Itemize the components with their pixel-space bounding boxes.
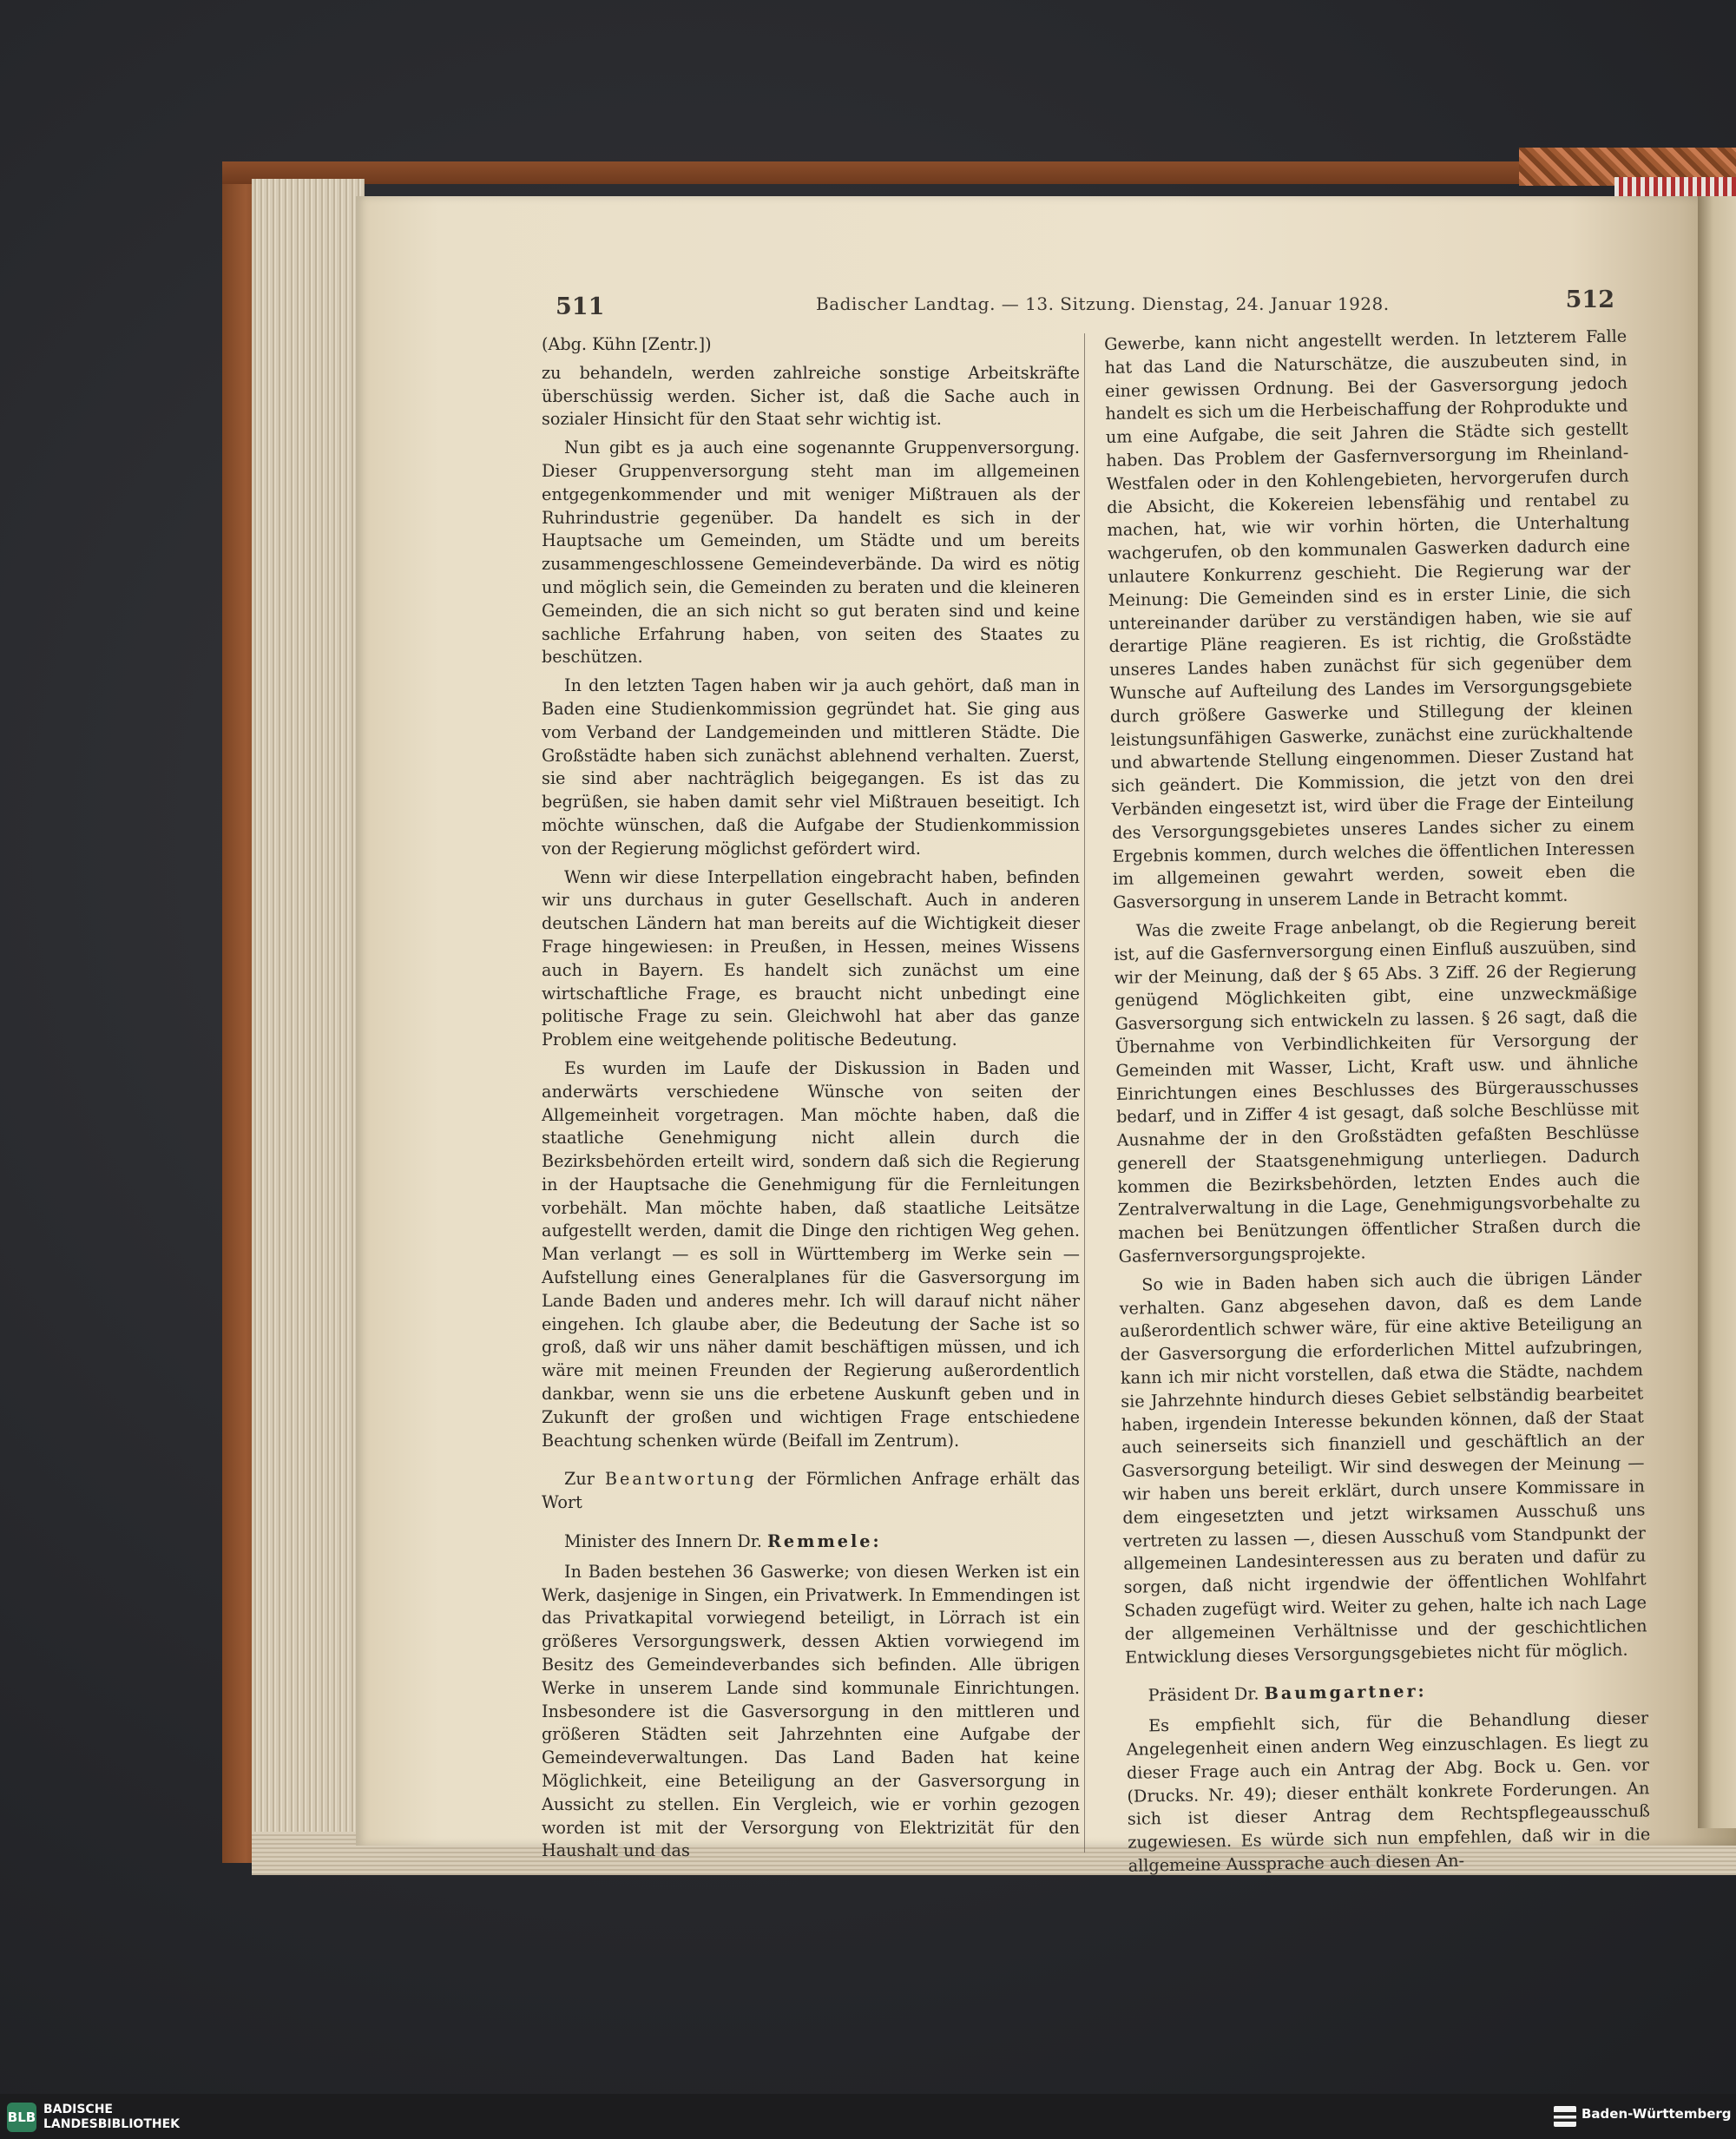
answer-intro-spaced: Beantwortung — [604, 1469, 757, 1490]
minister-speaker — [542, 1530, 1080, 1554]
left-page-number: 511 — [556, 293, 605, 320]
page-edges-left — [252, 179, 365, 1872]
baden-wuerttemberg-crest-icon — [1554, 2106, 1576, 2127]
speaker-note: (Abg. Kühn [Zentr.]) — [542, 334, 712, 354]
paragraph: So wie in Baden haben sich auch die übrigen Länder verhalten. Ganz abgesehen davon, daß es dem Lande außerordentlich schwer wäre, für eine aktive Beteiligung an der Gasversorgung die erforderlichen Mittel aufzubringen, kann ich mir nicht vorstellen, daß etwa die Städte, nachdem sie Jahrzehnte hindurch dieses Gebiet selbständig bearbeitet haben, irgendein Interesse bekunden können, daß der Staat auch seinerseits sich finanziell und geschäftlich an der Gasversorgung beteiligt. Wir sind deswegen der Meinung — wir haben uns bereit erklärt, durch unsere Kommissare in dem eingesetzten und jetzt wirksamen Ausschuß uns vertreten zu lassen —, diesen Ausschuß vom Standpunkt der allgemeinen Landesinteressen aus zu beraten und dafür zu sorgen, daß nicht irgendwie der öffentlichen Wohlfahrt Schaden zugefügt wird. Weiter zu gehen, halte ich nach Lage der allgemeinen Verhältnisse und der geschichtlichen Entwicklung dieses Versorgungsgebietes nicht für möglich. — [1119, 1267, 1647, 1668]
library-name: BADISCHE LANDESBIBLIOTHEK — [43, 2103, 181, 2131]
answer-intro — [542, 1468, 1080, 1515]
paragraph: In Baden bestehen 36 Gaswerke; von diesen Werken ist ein Werk, dasjenige in Singen, ein Privatwerk. In Emmendingen ist das Privatkapital vorwiegend beteiligt, in Lörrach ist ein größeres Versorgungswerk, dessen Aktien vorwiegend im Besitz des Gemeindeverbandes sich befinden. Alle übrigen Werke in unserem Lande sind kommunale Einrichtungen. Insbesondere ist die Gasversorgung in den mittleren und größeren Städten seit Jahrzehnten eine Aufgabe der Gemeindeverwaltungen. Das Land Baden hat keine Möglichkeit, eine Beteiligung an der Gasversorgung in Aussicht zu stellen. Ein Vergleich, wie er vorhin gezogen worden ist mit der Versorgung von Elektrizität für den Haushalt und das — [542, 1561, 1080, 1861]
paragraph: Es wurden im Laufe der Diskussion in Baden und anderwärts verschiedene Wünsche von seiten der Allgemeinheit vorgetragen. Man möchte haben, daß die staatliche Genehmigung nicht allein durch die Bezirksbehörden erteilt wird, sondern daß sich die Regierung in der Hauptsache die Genehmigung für die Fernleitungen vorbehält. Man möchte haben, daß staatliche Leitsätze aufgestellt werden, damit die Dinge den richtigen Weg gehen. Man verlangt — es soll in Württemberg im Werke sein — Aufstellung eines Generalplanes für die Gasversorgung im Lande Baden und anderes mehr. Ich will darauf nicht näher eingehen. Ich glaube aber, die Bedeutung der Sache ist so groß, daß wir uns näher damit beschäftigen müssen, und ich wäre mit meinen Freunden der Regierung außerordentlich dankbar, wenn sie uns die erbetene Auskunft geben und in Zukunft der großen und wichtigen Frage entschiedene Beachtung schenken würde (Beifall im Zentrum). — [542, 1057, 1080, 1451]
paragraph: Nun gibt es ja auch eine sogenannte Gruppenversorgung. Dieser Gruppenversorgung steht man im allgemeinen entgegenkommender und mit weniger Mißtrauen als der Ruhrindustrie gegenüber. Da handelt es sich in der Hauptsache um Gemeinden, um Städte und um bereits zusammengeschlossene Gemeindeverbände. Da wird es nötig und möglich sein, die Gemeinden zu beraten und die kleineren Gemeinden, die an sich nicht so gut beraten sind und keine sachliche Erfahrung haben, von seiten des Staates zu beschützen. — [542, 438, 1080, 668]
paragraph: zu behandeln, werden zahlreiche sonstige Arbeitskräfte überschüssig werden. Sicher ist, daß die Sache auch in sozialer Hinsicht für den Staat sehr wichtig ist. — [542, 362, 1080, 430]
president-speaker — [1125, 1677, 1647, 1708]
blb-logo: BLB — [7, 2103, 36, 2132]
paragraph: Was die zweite Frage anbelangt, ob die Regierung bereit ist, auf die Gasfernversorgung einen Einfluß auszuüben, sind wir der Meinung, daß der § 65 Abs. 3 Ziff. 26 der Regierung genügend Möglichkeiten gibt, eine unzweckmäßige Gasversorgung sich entwickeln zu lassen. § 26 sagt, daß die Übernahme von Verbindlichkeiten für Versorgung der Gemeinden mit Wasser, Licht, Kraft usw. und ähnliche Einrichtungen eines Beschlusses des Bürgerausschusses bedarf, und in Ziffer 4 ist gesagt, daß solche Beschlüsse mit Ausnahme der in den Großstädten gefaßten Beschlüsse generell der Staatsgenehmigung unterliegen. Dadurch kommen die Bezirksbehörden, letzten Endes auch die Zentralverwaltung in die Lage, Genehmigungsvorbehalte zu machen bei Benützungen öffentlicher Straßen durch die Gasfernversorgungsprojekte. — [1114, 912, 1641, 1267]
paragraph: Es empfiehlt sich, für die Behandlung dieser Angelegenheit einen andern Weg einzuschlagen. Es liegt zu dieser Frage auch ein Antrag der Abg. Bock u. Gen. vor (Drucks. Nr. 49); dieser enthält konkrete Forderungen. An sich ist dieser Antrag dem Rechtspflegeausschuß zugewiesen. Es würde sich nun empfehlen, daß wir in die allgemeine Aussprache auch diesen An- — [1126, 1708, 1651, 1876]
running-head-title: Badischer Landtag. — 13. Sitzung. Dienstag, 24. Januar 1928. — [816, 293, 1390, 314]
answer-intro-rest: der Förmlichen Anfrage erhält das Wort — [542, 1469, 1080, 1513]
book-cover-top — [222, 161, 1736, 184]
answer-intro-lead: Zur — [564, 1469, 595, 1490]
paragraph: Wenn wir diese Interpellation eingebracht haben, befinden wir uns durchaus in guter Gesellschaft. Auch in anderen deutschen Ländern hat man bereits auf die Wichtigkeit dieser Frage hingewiesen: in Preußen, in Hessen, meines Wissens auch in Bayern. Es handelt sich zunächst um eine wirtschaftliche Frage, es braucht nicht unbedingt eine politische Frage zu sein. Gleichwohl hat aber das ganze Problem eine weitgehende politische Bedeutung. — [542, 866, 1080, 1050]
library-footer — [0, 2094, 1736, 2139]
running-head — [556, 286, 1614, 325]
paragraph: In den letzten Tagen haben wir ja auch gehört, daß man in Baden eine Studienkommission gegründet hat. Sie ging aus vom Verband der Landgemeinden und mittleren Städte. Die Großstädte haben sich zunächst ablehnend verhalten. Zuerst, sie sind aber nachträglich beigegangen. Es ist das zu begrüßen, sie haben damit sehr viel Mißtrauen beseitigt. Ich möchte wünschen, daß die Aufgabe der Studienkommission von der Regierung möglichst gefördert wird. — [542, 675, 1080, 859]
president-name: Baumgartner: — [1264, 1681, 1427, 1704]
right-column — [1104, 326, 1651, 1884]
minister-name: Remmele: — [766, 1531, 882, 1552]
right-page-number: 512 — [1565, 286, 1614, 313]
paragraph: Gewerbe, kann nicht angestellt werden. In letzterem Falle hat das Land die Naturschätze, die auszubeuten sind, in einer gewissen Ordnung. Bei der Gasversorgung jedoch handelt es sich um die Herbeischaffung der Rohprodukte und um eine Aufgabe, die seit Jahren die Städte sich gestellt haben. Das Problem der Gasfernversorgung im Rheinland-Westfalen oder in den Kohlengebieten, hervorgerufen durch die Absicht, die Kokereien lebensfähig und rentabel zu machen, hat, wie wir vorhin hörten, die Unterhaltung wachgerufen, ob den kommunalen Gaswerken dadurch eine unlautere Konkurrenz geschieht. Die Regierung war der Meinung: Die Gemeinden sind es in erster Linie, die sich untereinander darüber zu verständigen haben, wie sie auf derartige Pläne reagieren. Es ist richtig, die Großstädte unseres Landes haben zunächst für sich gegenüber dem Wunsche auf Aufteilung des Landes im Versorgungsgebiete durch größere Gaswerke und Stillegung der kleinen leistungsunfähigen Gaswerke, zunächst eine zurückhaltende und abwartende Stellung eingenommen. Dieser Zustand hat sich geändert. Die Kommission, die jetzt von den drei Verbänden eingesetzt ist, wird über die Frage der Einteilung des Versorgungsgebietes unseres Landes sicher zu einem Ergebnis kommen, durch welches die öffentlichen Interessen im allgemeinen gewahrt werden, soweit eben die Gasversorgung in unserem Lande in Betracht kommt. — [1104, 326, 1635, 913]
facing-page-sliver — [1698, 196, 1736, 1828]
minister-label: Minister des Innern Dr. — [564, 1531, 762, 1552]
state-name: Baden-Württemberg — [1581, 2106, 1732, 2122]
left-column — [542, 333, 1080, 1868]
column-divider — [1084, 333, 1085, 1853]
president-label: Präsident Dr. — [1147, 1683, 1259, 1706]
